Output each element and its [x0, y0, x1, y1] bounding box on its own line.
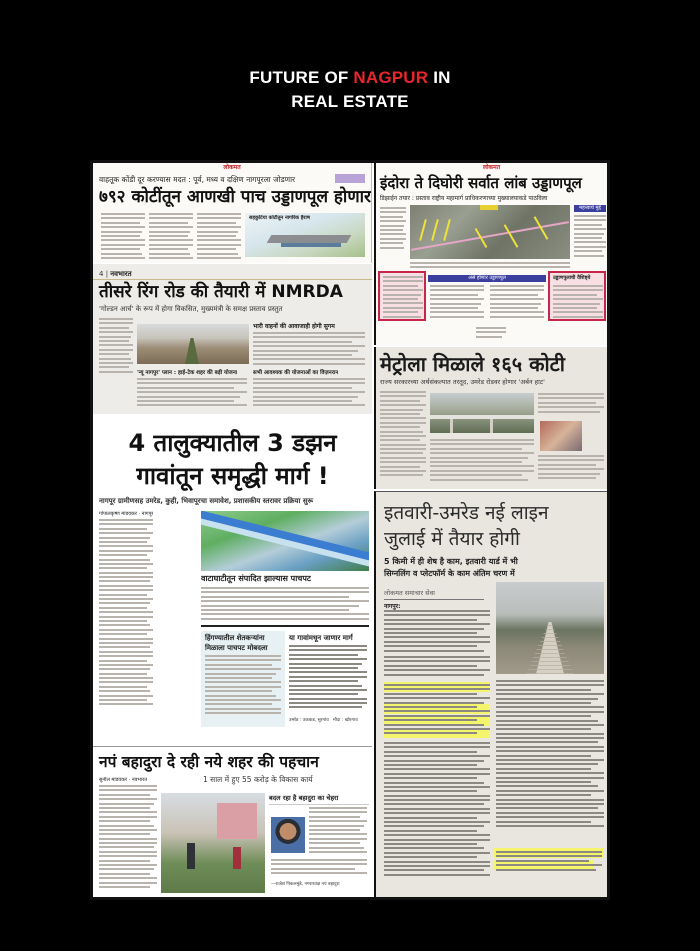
kicker: राज्य सरकारच्या अर्थसंकल्पात तरतूद, उमरेड रोडवर होणार 'अर्बन हाट' [380, 378, 545, 386]
kicker: नागपूर ग्रामीणसह उमरेड, कुही, भिवापूरचा समावेश, प्रशासकीय स्तरावर प्रक्रिया सुरू [99, 497, 314, 505]
headline: मेट्रोला मिळाले १६५ कोटी [380, 352, 565, 376]
expressway-aerial-photo [201, 511, 369, 571]
box-hingna-farmers: हिंगण्यातील शेतकऱ्यांना मिळाला पाचपट मोबदला [201, 631, 285, 727]
headline-line-1: 4 तालुक्यातील 3 डझन [128, 429, 337, 457]
title-accent-nagpur: NAGPUR [353, 68, 429, 87]
headline: नपं बहादुरा दे रही नये शहर की पहचान [99, 753, 319, 771]
page-title: FUTURE OF NAGPUR IN REAL ESTATE [0, 66, 700, 114]
market-photo [540, 421, 582, 451]
clipping-itwari-umred: इतवारी-उमरेड नई लाइन जुलाई में तैयार होगी 5 किमी में ही शेष है काम, इतवारी यार्ड में भी सिग्नलिंग व प्लेटफॉर्म के काम अंतिम चरण में लोकमत समाचार सेवा नागपुर: [374, 491, 607, 897]
clipping-samruddhi: 4 तालुक्यातील 3 डझन गावांतून समृद्धी मार्ग ! नागपूर ग्रामीणसह उमरेड, कुही, भिवापूरचा समावेश, प्रशासकीय स्तरावर प्रक्रिया सुरू गोपालकृष्ण मांडवकर · नागपूर वाटाघाटीतून संपादित झाल्यास पाचपट हिंगण्यातील शेतकऱ्यांना मिळाला पाचपट मोबदला या गावांमधून जाणार मार्ग उमरेड : उकवाड, सूरगांव मौदा : खोरगाव [93, 415, 372, 745]
aerial-route-map-image [410, 205, 570, 259]
byline: लोकमत समाचार सेवा [384, 588, 484, 600]
kicker: 'गोल्डन आर्च' के रूप में होगा विकसित, मुख्यमंत्री के समक्ष प्रस्ताव प्रस्तुत [99, 305, 283, 313]
box-route-villages: या गावांमधून जाणार मार्ग उमरेड : उकवाड, सूरगांव मौदा : खोरगाव [289, 631, 369, 727]
clipping-bahadura: नपं बहादुरा दे रही नये शहर की पहचान 1 साल में हुए 55 करोड़ के विकास कार्य सुनील मांडवकर · नवभारत बदल रहा है बहादुरा का चेहरा —राजेश पिकलमुंडे, नगराध्यक्ष नपं बहादुरा [93, 746, 372, 897]
date-tag [335, 174, 365, 183]
road-photo [137, 324, 249, 364]
info-box-left [378, 271, 426, 321]
masthead-lokmat: लोकमत [482, 164, 501, 171]
town-street-photo [161, 793, 265, 893]
highlighted-passage-2 [494, 848, 604, 872]
clipping-ring-road: 4 | नवभारत तीसरे रिंग रोड की तैयारी में NMRDA 'गोल्डन आर्च' के रूप में होगा विकसित, मुख्यमंत्री के समक्ष प्रस्ताव प्रस्तुत भारी वाहनों की आवाजाही होगी सुगम 'न्यू नागपुर' प्लान : हाई-टेक शहर की बड़ी योजना सभी आवश्यक की योजनाओं का विज़नरान [93, 264, 372, 414]
sidebar-key-points: महत्त्वाचे मुद्दे [574, 205, 606, 265]
band-title: असे होणार उड्डाणपूल [428, 275, 546, 282]
info-box-right: उड्डाणपुलाची वैशिष्ट्ये [548, 271, 606, 321]
highlighted-passage [384, 682, 490, 738]
headline-line-2: गावांतून समृद्धी मार्ग ! [136, 462, 329, 490]
headline: इतवारी-उमरेड नई लाइन जुलाई में तैयार होगी [384, 502, 549, 550]
newspaper-collage [90, 160, 610, 900]
metro-viaduct-photo [430, 393, 534, 433]
headline: इंदोरा ते दिघोरी सर्वात लांब उड्डाणपूल [380, 174, 582, 192]
image-caption: वाटाघाटीतून संपादित झाल्यास पाचपट [201, 574, 311, 583]
kicker: डिझाईन तयार : प्रस्ताव राष्ट्रीय महामार्ग प्राधिकरणाच्या मुख्यालयाकडे पाठविला [380, 195, 548, 202]
kicker: वाहतूक कोंडी दूर करण्यास मदत : पूर्व, मध्य व दक्षिण नागपूरला जोडणार [99, 175, 296, 184]
masthead-navbharat: 4 | नवभारत [93, 264, 372, 280]
title-line-2: REAL ESTATE [291, 92, 409, 111]
official-portrait [271, 817, 305, 853]
masthead-lokmat: लोकमत [223, 164, 241, 171]
subheadline: 5 किमी में ही शेष है काम, इतवारी यार्ड में भी सिग्नलिंग व प्लेटफॉर्म के काम अंतिम चरण में [384, 557, 518, 578]
flyover-rendering-image: सहकुटिया कोटीतून नागरिक हैराण [245, 213, 365, 257]
clipping-flyovers [93, 163, 372, 263]
headline: तीसरे रिंग रोड की तैयारी में NMRDA [99, 282, 343, 302]
headline: ७९२ कोटींतून आणखी पाच उड्डाणपूल होणार [99, 187, 371, 207]
clipping-longest-flyover [374, 163, 607, 345]
quote-box: बदल रहा है बहादुरा का चेहरा —राजेश पिकलमुंडे, नगराध्यक्ष नपं बहादुरा [269, 793, 369, 893]
kicker: 1 साल में हुए 55 करोड़ के विकास कार्य [203, 775, 313, 784]
railway-track-photo [496, 582, 604, 674]
clipping-metro [374, 347, 607, 489]
